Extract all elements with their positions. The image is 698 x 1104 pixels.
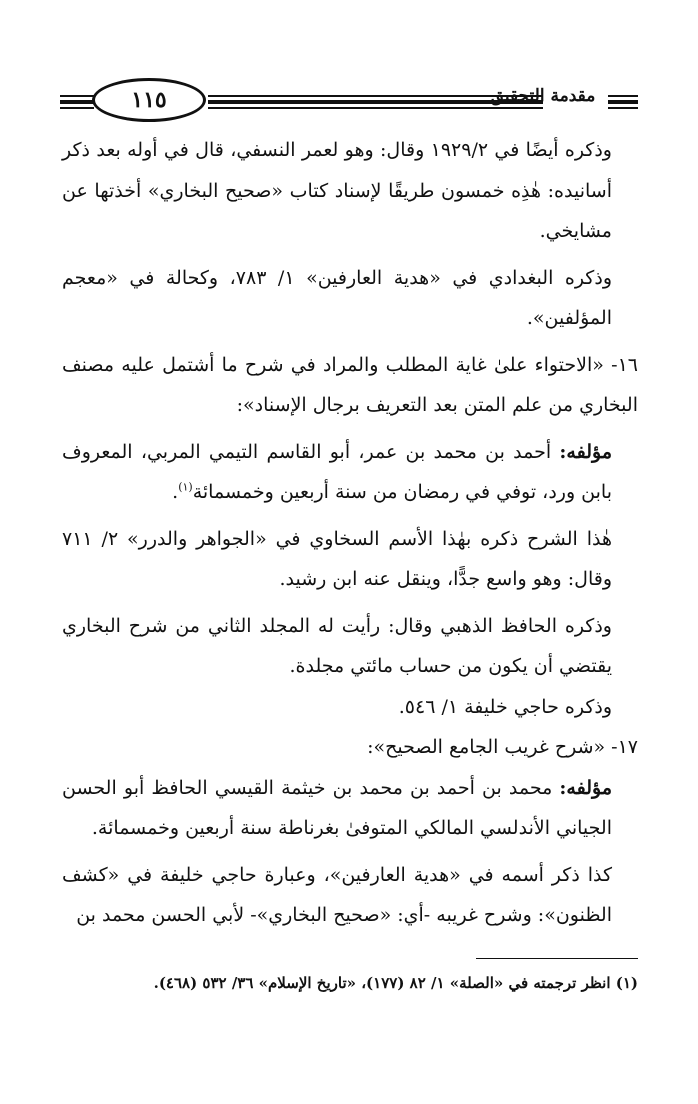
paragraph: كذا ذكر أسمه في «هدية العارفين»، وعبارة حاجي خليفة في «كشف الظنون»: وشرح غريبه -أي: «صحيح البخاري»- لأبي الحسن محمد بن — [62, 863, 612, 926]
page-header — [60, 78, 638, 128]
header-rule-right — [608, 95, 638, 112]
author-label: مؤلفه: — [559, 440, 612, 463]
entry-heading-16: ١٦- «الاحتواء علىٰ غاية المطلب والمراد في شرح ما أشتمل عليه مصنف البخاري من علم المتن بعد التعريف برجال الإسناد»: — [62, 353, 638, 416]
paragraph: وذكره الحافظ الذهبي وقال: رأيت له المجلد الثاني من شرح البخاري يقتضي أن يكون من حساب مائتي مجلدة. — [62, 614, 612, 677]
author-text-end: . — [172, 481, 179, 503]
running-title: مقدمة التحقيق — [490, 86, 596, 106]
page-number: ١١٥ — [92, 78, 206, 122]
header-rule-left — [60, 95, 94, 112]
author-label: مؤلفه: — [559, 776, 612, 799]
author-text: محمد بن أحمد بن محمد بن خيثمة القيسي الحافظ أبو الحسن الجياني الأندلسي المالكي المتوفىٰ بغرناطة سنة أربعين وخمسمائة. — [62, 776, 612, 839]
footnote-ref[interactable]: (١) — [178, 480, 193, 494]
main-text — [62, 130, 638, 936]
paragraph: وذكره أيضًا في ١٩٢٩/٢ وقال: وهو لعمر النسفي، قال في أوله بعد ذكر أسانيده: هٰذِه خمسون طريقًا لإسناد كتاب «صحيح البخاري» أخذتها عن مشايخي. — [62, 139, 612, 242]
author-paragraph — [62, 432, 638, 513]
footnote-divider — [476, 958, 638, 959]
paragraph: وذكره البغدادي في «هدية العارفين» ١/ ٧٨٣، وكحالة في «معجم المؤلفين». — [62, 266, 612, 329]
paragraph: هٰذا الشرح ذكره بهٰذا الأسم السخاوي في «الجواهر والدرر» ٢/ ٧١١ وقال: وهو واسع جدًّا، وينقل عنه ابن رشيد. — [62, 527, 612, 590]
footnote: (١) انظر ترجمته في «الصلة» ١/ ٨٢ (١٧٧)، «تاريخ الإسلام» ٣٦/ ٥٣٢ (٤٦٨). — [153, 974, 638, 992]
author-paragraph — [62, 768, 638, 849]
paragraph: وذكره حاجي خليفة ١/ ٥٤٦. — [398, 695, 612, 718]
entry-heading-17: ١٧- «شرح غريب الجامع الصحيح»: — [367, 736, 638, 758]
author-text: أحمد بن محمد بن عمر، أبو القاسم التيمي المربي، المعروف بابن ورد، توفي في رمضان من سنة أربعين وخمسمائة — [62, 440, 612, 503]
